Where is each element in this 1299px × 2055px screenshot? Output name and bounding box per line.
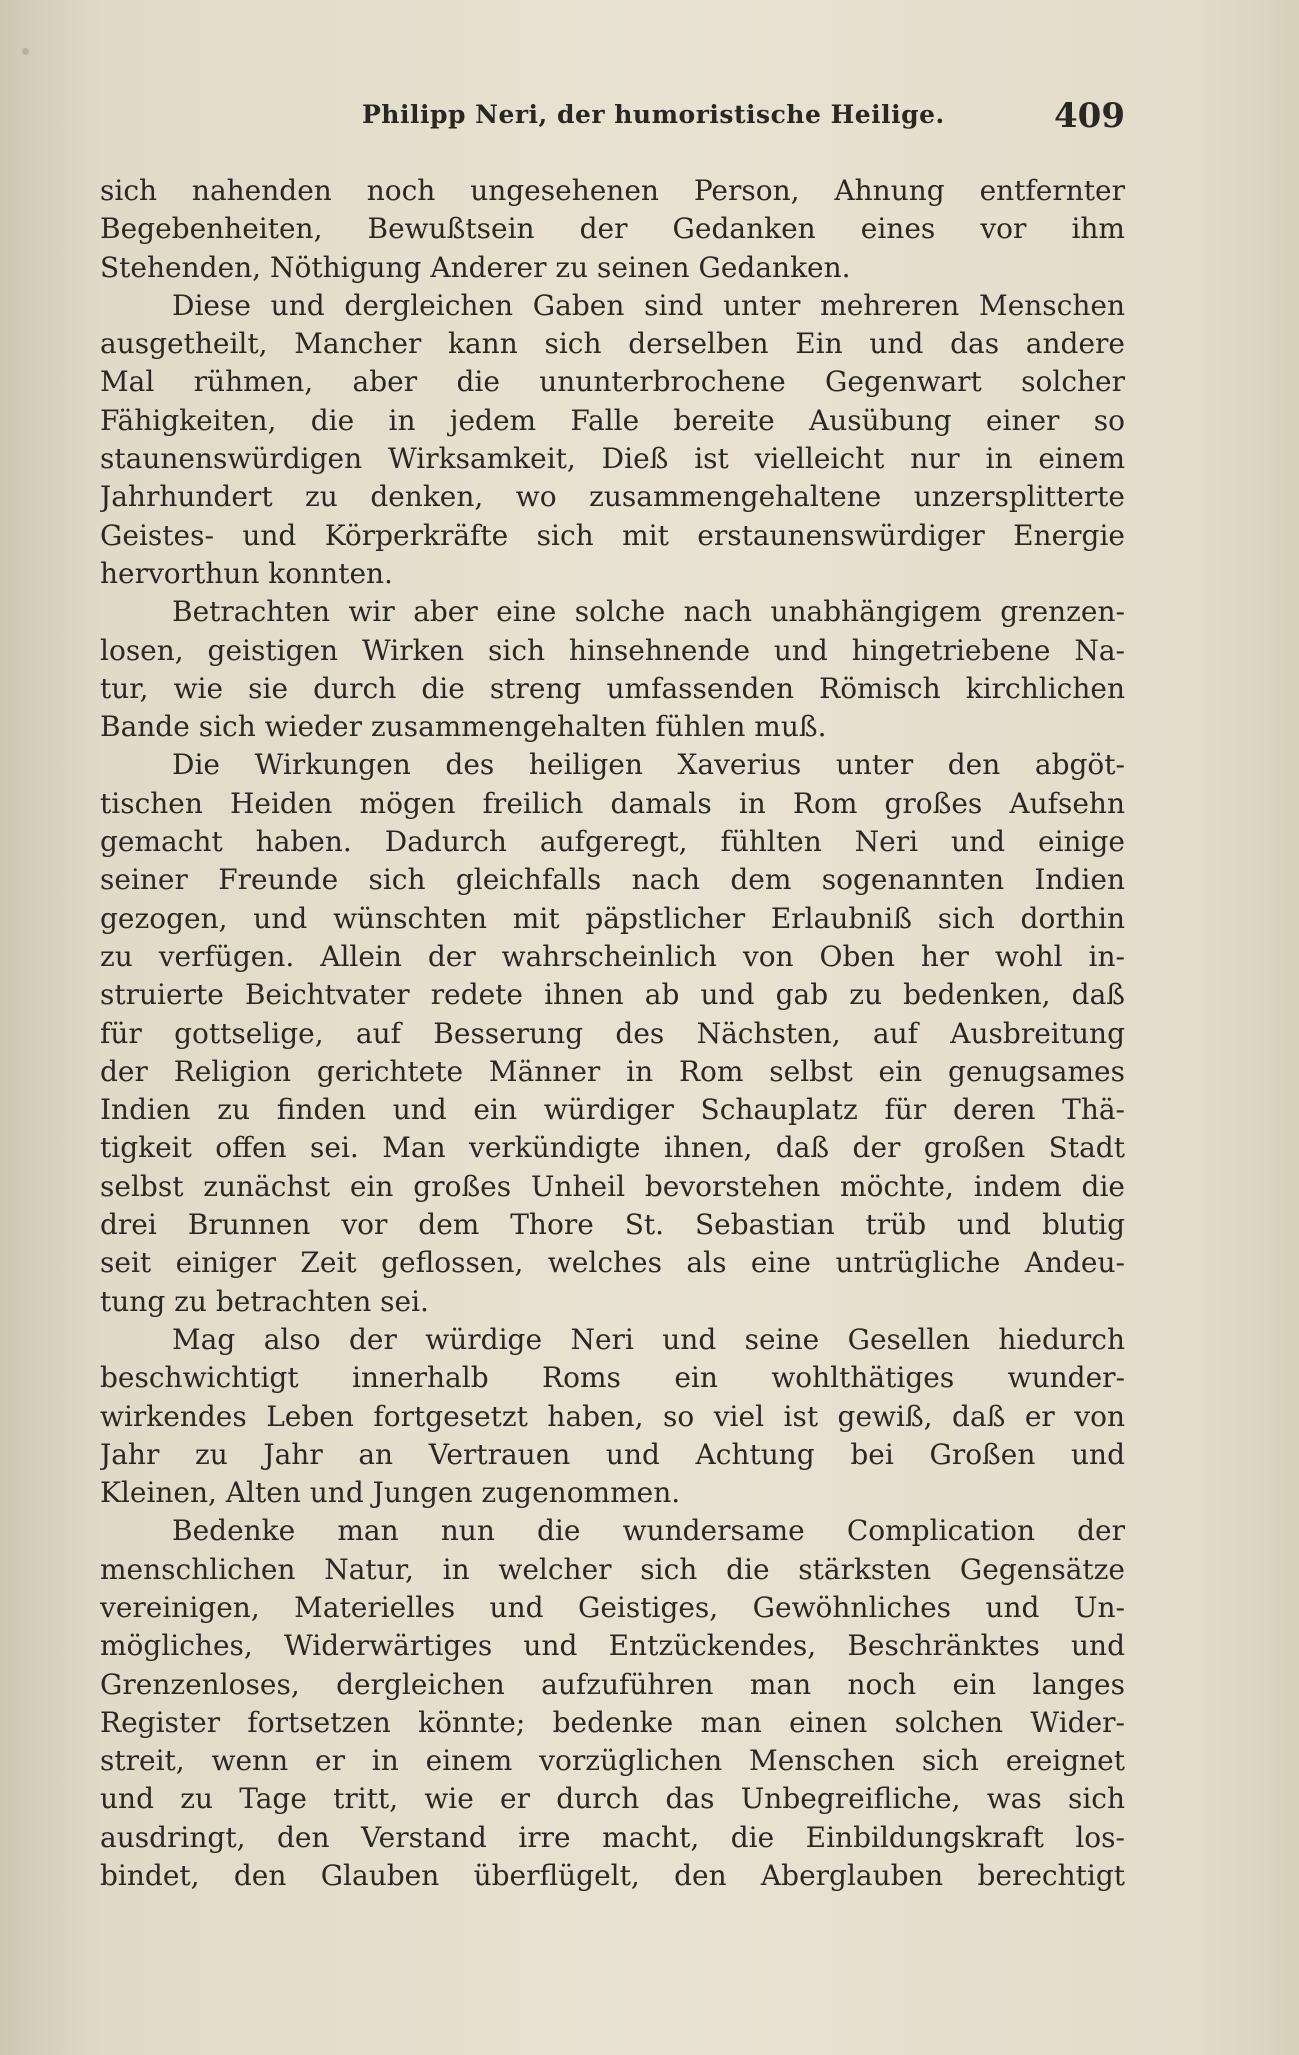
text-line: hervorthun konnten. (100, 556, 393, 590)
text-line: tur, wie sie durch die streng umfassenden Römisch kirchlichen (100, 671, 1125, 705)
text-line: Mal rühmen, aber die ununterbrochene Gegenwart solcher (100, 365, 1125, 399)
page-number: 409 (1054, 96, 1125, 136)
text-line: Register fortsetzen könnte; bedenke man einen solchen Wider- (100, 1705, 1125, 1739)
text-line: Stehenden, Nöthigung Anderer zu seinen Gedanken. (100, 250, 851, 284)
paragraph-start-line: Die Wirkungen des heiligen Xaverius unter den abgöt- (172, 748, 1125, 782)
text-line: Geistes- und Körperkräfte sich mit erstaunenswürdiger Energie (100, 518, 1125, 552)
text-line: streit, wenn er in einem vorzüglichen Menschen sich ereignet (100, 1744, 1125, 1778)
paragraph-start-line: Betrachten wir aber eine solche nach unabhängigem grenzen- (172, 595, 1125, 629)
text-line: gemacht haben. Dadurch aufgeregt, fühlten Neri und einige (100, 825, 1125, 859)
text-line: Jahrhundert zu denken, wo zusammengehaltene unzersplitterte (100, 480, 1125, 514)
text-line: seiner Freunde sich gleichfalls nach dem sogenannten Indien (100, 863, 1125, 897)
body-text (100, 172, 1125, 1895)
text-line: menschlichen Natur, in welcher sich die stärksten Gegensätze (100, 1552, 1125, 1586)
text-line: seit einiger Zeit geflossen, welches als eine untrügliche Andeu- (100, 1246, 1125, 1280)
text-line: mögliches, Widerwärtiges und Entzückendes, Beschränktes und (100, 1629, 1125, 1663)
text-line: Grenzenloses, dergleichen aufzuführen man noch ein langes (100, 1667, 1125, 1701)
text-line: vereinigen, Materielles und Geistiges, Gewöhnliches und Un- (100, 1590, 1125, 1624)
text-line: tigkeit offen sei. Man verkündigte ihnen, daß der großen Stadt (100, 1131, 1125, 1165)
text-line: ausgetheilt, Mancher kann sich derselben Ein und das andere (100, 327, 1125, 361)
text-line: selbst zunächst ein großes Unheil bevorstehen möchte, indem die (100, 1169, 1125, 1203)
paragraph-start-line: Bedenke man nun die wundersame Complication der (172, 1514, 1125, 1548)
text-line: wirkendes Leben fortgesetzt haben, so viel ist gewiß, daß er von (100, 1399, 1125, 1433)
text-line: staunenswürdigen Wirksamkeit, Dieß ist vielleicht nur in einem (100, 442, 1125, 476)
text-line: Kleinen, Alten und Jungen zugenommen. (100, 1476, 681, 1510)
text-line: struierte Beichtvater redete ihnen ab und gab zu bedenken, daß (100, 978, 1125, 1012)
text-line: zu verfügen. Allein der wahrscheinlich von Oben her wohl in- (100, 939, 1125, 973)
text-line: drei Brunnen vor dem Thore St. Sebastian trüb und blutig (100, 1208, 1125, 1242)
page-header (100, 96, 1125, 140)
paragraph-start-line: Mag also der würdige Neri und seine Gesellen hiedurch (172, 1322, 1125, 1356)
page-blemish (22, 48, 29, 55)
text-line: und zu Tage tritt, wie er durch das Unbegreifliche, was sich (100, 1782, 1125, 1816)
text-line: tischen Heiden mögen freilich damals in Rom großes Aufsehn (100, 786, 1125, 820)
text-line: ausdringt, den Verstand irre macht, die Einbildungskraft los- (100, 1820, 1125, 1854)
text-line: sich nahenden noch ungesehenen Person, Ahnung entfernter (100, 174, 1125, 207)
text-line: Bande sich wieder zusammengehalten fühlen muß. (100, 710, 827, 744)
text-line: Begebenheiten, Bewußtsein der Gedanken eines vor ihm (100, 212, 1125, 246)
text-line: losen, geistigen Wirken sich hinsehnende und hingetriebene Na- (100, 633, 1125, 667)
text-line: tung zu betrachten sei. (100, 1284, 429, 1318)
text-line: bindet, den Glauben überflügelt, den Aberglauben berechtigt (100, 1859, 1125, 1893)
text-line: Indien zu finden und ein würdiger Schauplatz für deren Thä- (100, 1093, 1125, 1127)
text-line: Jahr zu Jahr an Vertrauen und Achtung bei Großen und (100, 1437, 1125, 1471)
text-line: Fähigkeiten, die in jedem Falle bereite Ausübung einer so (100, 403, 1125, 437)
text-line: gezogen, und wünschten mit päpstlicher Erlaubniß sich dorthin (100, 901, 1125, 935)
running-title: Philipp Neri, der humoristische Heilige. (362, 100, 945, 129)
text-line: der Religion gerichtete Männer in Rom selbst ein genugsames (100, 1054, 1125, 1088)
text-line: für gottselige, auf Besserung des Nächsten, auf Ausbreitung (100, 1016, 1125, 1050)
paragraph-start-line: Diese und dergleichen Gaben sind unter mehreren Menschen (172, 288, 1125, 322)
text-line: beschwichtigt innerhalb Roms ein wohlthätiges wunder- (100, 1361, 1125, 1395)
